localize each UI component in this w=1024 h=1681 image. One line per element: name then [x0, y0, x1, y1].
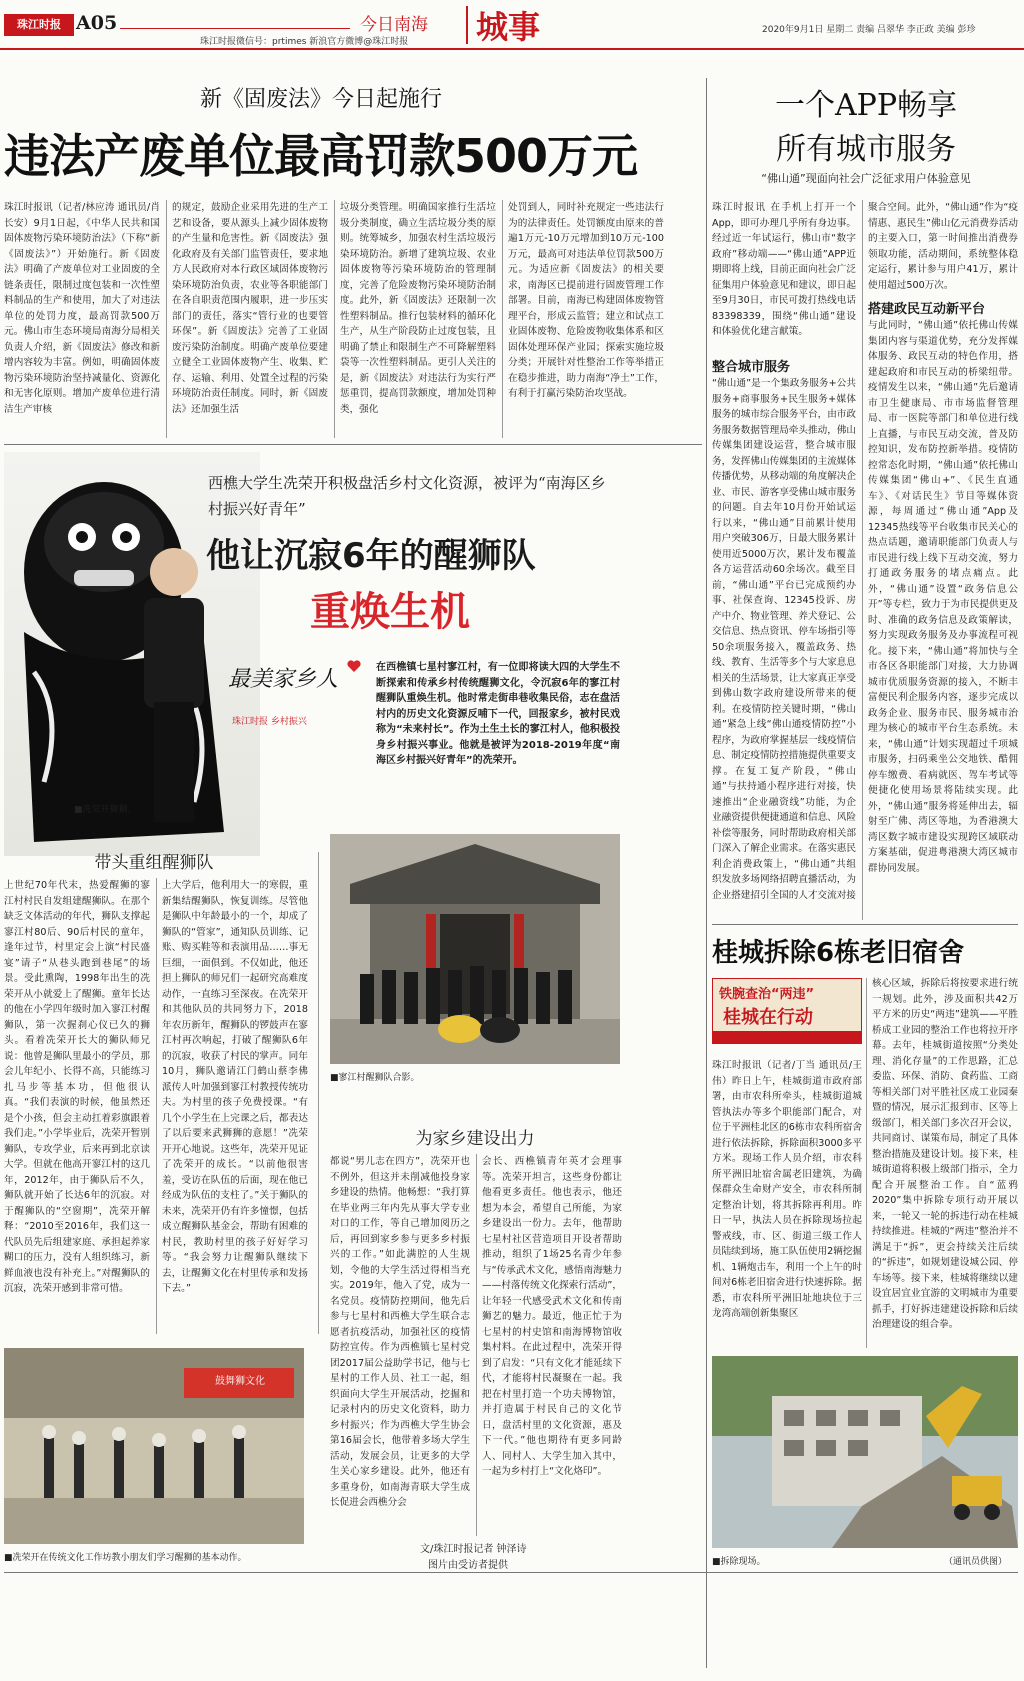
lead-col-4: 处罚到人，同时补充规定一些违法行为的法律责任。处罚额度由原来的普遍1万元-10万元增加到10万元-100万元，最高可对违法单位罚款500万元。为适应新《固废法》的相关要求，南海区已提前进行固废管理工作部署。目前，南海已构建固体废物管理平台，形成云监管；建立和试点工业固体废物、危险废物收集体系和区固体处理环保产业园；探索实施垃圾分类；开展针对性整治工作等举措正在稳步推进，助力南海“净土”工作，有利于打赢污染防治攻坚战。 — [508, 202, 664, 399]
lion-col-1: 上世纪70年代末，热爱醒狮的寥江村村民自发组建醒狮队。在那个缺乏文体活动的年代，狮队支撑起寥江村80后、90后村民的童年，逢年过节，村里定会上演“村民盛宴”请子“从巷头跑到巷尾”的场景。受此熏陶，1998年出生的冼荣开从小就爱上了醒狮。童年长达的他在小学四年级时加入寥江村醒狮队，第一次握刹心仪已久的狮头。看着冼荣开长大的狮队师兄说：他曾是狮队里最小的学员，那会儿年纪小、长得不高，只能练习扎马步等基本功，但他很认真。“我们表演的时候，他虽然还是个小孩，但会主动扛着彩旗跟着我们走。”小学毕业后，冼荣开暂别狮队，专攻学业，后来再到北京读大学。但就在他高开寥江村的这几年，2012年，由于狮队后不久，狮队就开始了长达6年的沉寂。对于醒狮队的“空窗期”，冼荣开解释：“2010至2016年，我们这一代队员先后组建家庭、承担起养家糊口的压力，没有人组织练习，新鲜血液也没有补充上。”对醒狮队的沉寂，冼荣开感到非常可惜。 — [4, 880, 150, 1294]
divider — [502, 200, 503, 438]
app-headline-2: 所有城市服务 — [776, 132, 956, 167]
team-photo — [330, 834, 620, 1064]
heart-icon — [346, 658, 362, 674]
section-small: 今日南海 — [360, 15, 428, 35]
lead-col-2: 的规定，鼓励企业采用先进的生产工艺和设备，要从源头上减少固体废物的产生量和危害性。新《固废法》强化政府及有关部门监管责任，要求地方人民政府对本行政区域固体废物污染环境防治负责，农业等各职能部门在各自职责范围内履职，进一步压实部门的责任，落实“管行业的也要管环保”。新《固废法》完善了工业固废污染防治制度。明确产废单位要建立健全工业固体废物产生、收集、贮存、运输、利用、处置全过程的污染环境防治责任制度。同时，新《固废法》还加强生活 — [172, 202, 328, 415]
lion-headline-1: 他让沉寂6年的醒狮队 — [206, 536, 536, 576]
workshop-banner: 鼓舞狮文化 — [215, 1376, 265, 1387]
app-headline-1: 一个APP畅享 — [774, 88, 958, 123]
lion-kicker: 西樵大学生冼荣开积极盘活乡村文化资源，被评为“南海区乡村振兴好青年” — [208, 474, 606, 518]
divider — [866, 978, 867, 1348]
divider — [156, 878, 157, 1334]
team-photo-caption: ■寥江村醒狮队合影。 — [330, 1073, 420, 1083]
lion-col-3: 都说“男儿志在四方”，冼荣开也不例外，但这并未削减他投身家乡建设的热情。他畅想：“我打算在毕业两三年内先从事大学专业对口的工作，等自己增加阅历之后，再回到家乡参与更多乡村振兴的工作。”如此满腔的人生规划，令他的大学生活过得相当充实。2019年，他入了党，成为一名党员。疫情防控期间，他先后参与七星村和西樵大学生联合志愿者抗疫活动，加强社区的疫情防控宣传。作为西樵镇七星村党团2017届公益助学书记，他与七星村的工作人员、社工一起，组织面向大学生开展活动，挖掘和记录村内的历史文化资料，助力乡村振兴；作为西樵大学生协会第16届会长，他带着多场大学生活动，发展会员，让更多的大学生关心家乡建设。此外，他还有多重身份，如南海青联大学生成长促进会西樵分会 — [330, 1156, 470, 1508]
lead-kicker: 新《固废法》今日起施行 — [200, 87, 443, 112]
team-photo-illustration — [330, 834, 620, 1064]
app-col2-body: 与此同时，“佛山通”依托佛山传媒集团内容与渠道优势，充分发挥媒体服务、政民互动的特色作用，搭建起政府和市民互动的桥梁纽带。疫情发生以来，“佛山通”先后邀请市卫生健康局、市市场监督管理局、市一医院等部门和单位进行线上直播，与市民互动交流，普及防控知识，发布防控新举措。疫情防控常态化时期，“佛山通”依托佛山传媒集团“佛山+”、《民生直通车》、《对话民生》节目等媒体资源，每周通过“佛山通”App及12345热线等平台收集市民关心的热点话题，邀请职能部门负责人与市民进行线上线下互动交流，努力打通政务服务的堵点痛点。此外，“佛山通”设置“政务信息公开”等专栏，致力于为市民提供更及时、准确的政务信息及政策解读，努力实现政务服务及办事流程可视化。接下来，“佛山通”将加快与全市各区各职能部门对接，大力协调城市优质服务资源的接入，不断丰富便民利企服务内容，逐步完成以政务企业、服务市民、服务城市治理为核心的城市平台生态系统。未来，“佛山通”计划实现超过千项城市服务，扫码乘坐公交地铁、酷佣停车缴费、看病就医、驾车考试等便捷化使用场景将陆续实现。此外，“佛山通”服务将延伸出去，辐射至广佛、湾区等地，为香港澳大湾区数字城市建设实现跨区域联动方案基础，促进粤港澳大湾区城市群协同发展。 — [868, 320, 1018, 874]
demolition-credit: （通讯员供图） — [944, 1557, 1008, 1567]
app-section-b: 搭建政民互动新平台 — [868, 302, 986, 317]
demolition-photo — [712, 1356, 1018, 1548]
app-subhead: “佛山通”现面向社会广泛征求用户体验意见 — [761, 172, 971, 185]
guicheng-col-1: 珠江时报讯（记者/丁当 通讯员/王伟）昨日上午，桂城街道市政府部署，由市农科所牵头，桂城街道城管执法办等多个职能部门配合，对位于平洲桂北区的6栋市农科所宿舍进行依法拆除，拆除面积3000多平方米。现场工作人员介绍，市农科所平洲旧址宿舍属老旧建筑，为确保群众生命财产安全，市农科所制定整治计划，将其拆除再利用。昨日一早，执法人员在拆除现场拉起警戒线，市、区、街道三级工作人员陆续到场，施工队伍使用2辆挖掘机、1辆炮击车，利用一个上午的时间对6栋老旧宿舍进行快速拆除。据悉，市农科所平洲旧址地块位于三龙湾高端创新集聚区 — [712, 1060, 862, 1319]
series-logo-sub: 珠江时报 乡村振兴 — [232, 717, 307, 727]
lion-col-2: 上大学后，他利用大一的寒假，重新集结醒狮队，恢复训练。尽管他是狮队中年龄最小的一个，却成了狮队的“管家”，通知队员训练、记账、购买鞋等和表演用品……事无巨细，一面俱到。不仅如此，他还担上狮队的师兄们一起研究高难度动作，一直练习至深夜。在冼荣开和其他队员的共同努力下，2018年农历新年，醒狮队的锣鼓声在寥江村再次响起，打破了醒狮队6年的沉寂，收获了村民的掌声。同年10月，狮队邀请江门鹤山蔡李佛派传人叶加强到寥江村教授传统功夫。为村里的孩子免费授课。“有几个小学生在上完课之后，都表达了以后要来武狮狮的意愿！”冼荣开开心地说。这些年，冼荣开见证了冼荣开的成长。“以前他很害羞，受访在队伍的后面，现在他已经成为队伍的支柱了。”关于狮队的未来，冼荣开仍有许多憧憬，包括成立醒狮队基金会，帮助有困难的村民，教助村里的孩子好好学习等。“我会努力让醒狮队继续下去，让醒狮文化在村里传承和发扬下去。” — [162, 880, 308, 1294]
lead-col-1: 珠江时报讯（记者/林应涛 通讯员/肖长安）9月1日起，《中华人民共和国固体废物污染环境防治法》（下称“新《固废法》”）开始施行。新《固废法》明确了产废单位对工业固废的全链条责任，限制过度包装和一次性塑料制品的生产和使用，加大了对违法单位的处罚力度，最高罚款500万元。佛山市生态环境局南海分局相关负责人介绍，新《固废法》修改和新增内容较为丰富。例如，明确固体废物污染环境防治坚持减量化、资源化和无害化原则。增加产废单位进行清洁生产审核 — [4, 202, 160, 415]
divider — [862, 200, 863, 920]
guicheng-headline: 桂城拆除6栋老旧宿舍 — [712, 938, 965, 968]
section-big: 城事 — [476, 8, 541, 46]
app-col2-intro: 聚合空间。此外，“佛山通”作为“疫情惠、惠民生”佛山亿元消费券活动的主要入口，第一时间推出消费券领取功能，活动期间，系统整体稳定运行，累计参与用户41万，累计使用超过500万次。 — [868, 202, 1018, 291]
lion-section-a: 带头重组醒狮队 — [94, 853, 214, 873]
date-info: 2020年9月1日 星期二 责编 吕翠华 李正政 美编 彭珍 — [762, 25, 976, 35]
workshop-photo — [4, 1348, 304, 1544]
page-bottom-rule — [4, 1572, 1018, 1573]
page-column-divider — [706, 78, 707, 1668]
demolition-caption: ■拆除现场。 — [712, 1557, 766, 1567]
masthead-rule-left — [120, 28, 350, 29]
lead-col-3: 垃圾分类管理。明确国家推行生活垃圾分类制度，确立生活垃圾分类的原则。统筹城乡，加强农村生活垃圾污染环境防治。新增了建筑垃圾、农业固体废物等污染环境防治的管理制度，完善了危险废物污染环境防治制度。此外，新《固废法》还限制一次性塑料制品。推行包装材料的循环化生产，从生产阶段防止过度包装，且明确了禁止和限制生产不可降解塑料袋等一次性塑料制品。更引人关注的是，新《固废法》对违法行为实行严惩重罚，提高罚款额度，增加处罚种类，强化 — [340, 202, 496, 415]
demolition-photo-illustration — [712, 1356, 1018, 1548]
guicheng-logo-line2: 桂城在行动 — [723, 1007, 813, 1028]
section-divider — [466, 6, 468, 44]
masthead — [0, 0, 1024, 50]
lion-byline-1: 文/珠江时报记者 钟泽诗 — [420, 1544, 527, 1555]
lion-col-4: 会长、西樵镇青年英才会理事等。冼荣开坦言，这些身份都让他看更多责任。他也表示，他还想为本会，希望自己所能，为家乡建设出一份力。去年，他帮助七星村社区营造项目开设者帮助推动，组织了1场25名青少年参与“传承武术文化，感悟南海魅力——村落传统文化探索行活动”，让年轻一代感受武术文化和传南狮艺的魅力。最近，他正忙于为七星村的村史馆和南海博物馆收集村料。在此过程中，冼荣开得到了启发：“只有文化才能延续下代，才能将村民凝聚在一起。我把在村里打造一个功夫博物馆，并打造属于村民自己的文化节日，盘活村里的文化资源，惠及下一代。”他也期待有更多同龄人、同村人、大学生加入其中，一起为乡村打上“文化烙印”。 — [482, 1156, 622, 1477]
lead-headline: 违法产废单位最高罚款500万元 — [4, 129, 638, 183]
lion-section-b: 为家乡建设出力 — [415, 1129, 535, 1149]
guicheng-logo-line1: 铁腕查治“两违” — [719, 987, 815, 1002]
divider — [166, 200, 167, 438]
lion-intro: 在西樵镇七星村寥江村，有一位即将读大四的大学生不断探索和传承乡村传统醒狮文化，令沉寂6年的寥江村醒狮队重焕生机。他时常走街串巷收集民俗，志在盘活村内的历史文化资源反哺下一代，回报家乡，被村民戏称为“未来村长”。作为土生土长的寥江村人，他积极投身乡村振兴事业。他就是被评为2018-2019年度“南海区乡村振兴好青年”的冼荣开。 — [376, 662, 620, 766]
app-bottom-rule — [712, 924, 1018, 925]
series-logo — [228, 662, 360, 742]
app-col1-intro: 珠江时报讯 在手机上打开一个App，即可办理几乎所有身边事。经过近一年试运行，佛山市“数字政府”移动端——“佛山通”APP近期即将上线，目前正面向社会广泛征集用户体验意见和建议，即日起至9月30日，市民可拨打热线电话83398339，围绕“佛山通”建设和体验优化建言献策。 — [712, 202, 856, 337]
guicheng-col-2: 核心区域，拆除后将按要求进行统一规划。此外，涉及面积共42万平方米的历史“两违”建筑——平胜桥成工业园的整治工作也将拉开序幕。去年，桂城街道按照“分类处理、消化存量”的工作思路，汇总委监、环保、消防、食药监、工商等相关部门对平胜社区成工业园秦暨的情况，展示汇报到市、区等上级部门，相关部门多次召开会议，共同商讨、谋策布局，制定了具体整治措施及建设计划。接下来，桂城街道将积极上级部门指示，全力配合开展整治工作。自“蓝鸦2020”集中拆除专项行动开展以来，一轮又一轮的拆违行动在桂城持续推进。桂城的“两违”整治并不满足于“拆”，更会持续关注后续的“拆违”，如规划建设城公园、停车场等。接下来，桂城将继续以建设宜居宜业宜游的文明城市为重要抓手，打好拆违建建设拆除和后续治理建设的组合拳。 — [872, 978, 1018, 1330]
lion-photo-caption: ■冼荣开舞狮。 — [74, 805, 137, 815]
guicheng-logo-bar — [713, 1031, 861, 1043]
divider — [318, 852, 319, 1334]
divider — [476, 1154, 477, 1536]
page-number: A05 — [76, 12, 118, 34]
paper-logo: 珠江时报 — [4, 14, 74, 36]
lion-byline-2: 图片由受访者提供 — [428, 1560, 508, 1571]
lead-bottom-rule — [4, 444, 702, 445]
masthead-rule — [0, 48, 1024, 50]
divider — [334, 200, 335, 438]
lion-headline-2: 重焕生机 — [310, 589, 470, 635]
workshop-photo-caption: ■冼荣开在传统文化工作坊教小朋友们学习醒狮的基本动作。 — [4, 1553, 247, 1563]
weibo-info: 珠江时报微信号：prtimes 新浪官方微博@珠江时报 — [200, 37, 409, 47]
guicheng-logo — [712, 978, 862, 1044]
series-logo-title: 最美家乡人 — [228, 667, 339, 692]
app-section-a: 整合城市服务 — [712, 360, 791, 375]
app-col1-body: “佛山通”是一个集政务服务+公共服务+商事服务+民生服务+媒体服务的城市综合服务平台，由市政务服务数据管理局牵头推动，佛山传媒集团建设运营，整合城市服务，发挥佛山传媒集团的主流媒体传播优势，从移动端的角度解决企业、市民、游客享受佛山城市服务的问题。自去年10月份开始试运行以来，“佛山通”目前累计使用用户突破306万，日最大服务累计使用近5000万次，累计发布覆盖各方运营活动60余场次。截至目前，“佛山通”平台已完成预约办事、社保查询、12345投诉、房产中介、物业管理、养犬登记、公交信息、热点资讯、停车场指引等50余项服务接入，覆盖政务、热线、教育、生活等多个与大家息息相关的生活场景，让大家真正享受到佛山数字政府建设所带来的便利。在疫情防控关键时期，“佛山通”紧急上线“佛山通疫情防控”小程序，为政府掌握基层一线疫情信息、制定疫情防控措施提供重要支撑。在复工复产阶段，“佛山通”与扶持通小程序进行对接，快速推出“企业融资线”功能，为企业融资提供便捷通道和信息、风险补偿等服务，同时帮助政府相关部门深入了解企业需求。在落实惠民利企消费政策上，“佛山通”共组织发放多场网络招聘直播活动，为企业搭建招引全国的人才交流对接 — [712, 378, 856, 901]
